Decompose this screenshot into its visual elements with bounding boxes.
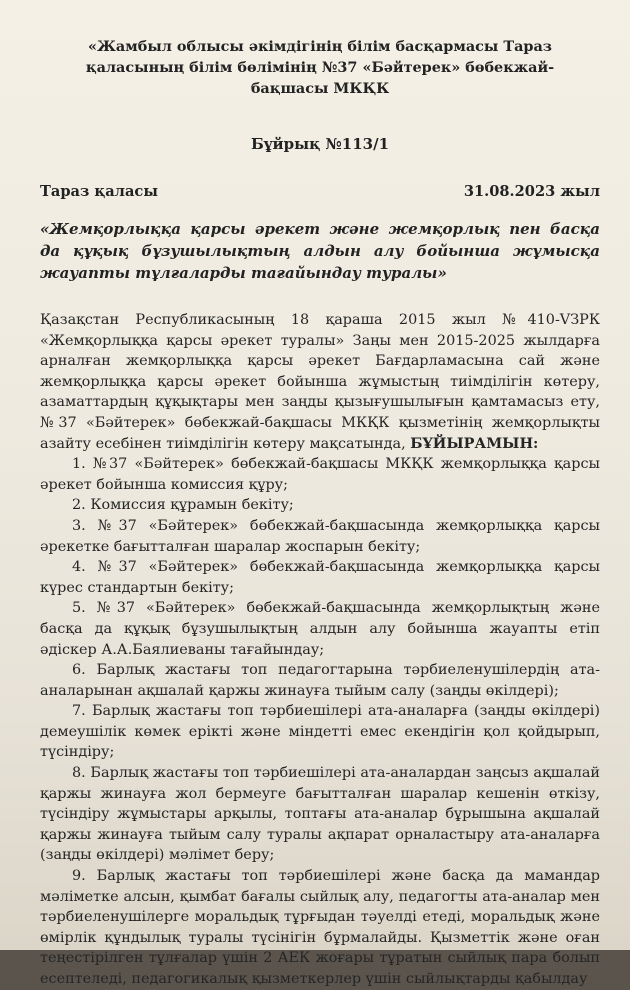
item-text: №37 «Бәйтерек» бөбекжай-бақшасында жемқорлықтың және басқа да құқық бұзушылықтың алдын алу бойынша жауапты етіп әдіскер А.А.Баялиеваны тағайындау;: [40, 600, 600, 658]
list-item: [40, 454, 600, 495]
item-number: 2.: [72, 497, 86, 514]
item-text: Барлық жастағы топ тәрбиешілері ата-аналардан заңсыз ақшалай қаржы жинауға жол бермеуге бағытталған шаралар кешенін өткізу, түсіндіру жұмыстары арқылы, топтағы ата-аналар бұрышына ақшалай қаржы жинауға тыйым салу туралы ақпарат орналастыру ата-аналарға (заңды өкілдері) мәлімет беру;: [40, 765, 601, 864]
list-item: [40, 660, 600, 701]
item-text: №37 «Бәйтерек» бөбекжай-бақшасында жемқорлыққа қарсы әрекетке бағытталған шаралар жоспарын бекіту;: [40, 517, 600, 555]
item-number: 7.: [72, 703, 86, 720]
item-text: Комиссия құрамын бекіту;: [90, 497, 294, 514]
list-item: [40, 516, 600, 557]
item-number: 3.: [72, 517, 86, 534]
city: Тараз қаласы: [40, 183, 158, 200]
list-item: [40, 701, 600, 763]
preamble-text: Қазақстан Республикасының 18 қараша 2015 жыл №410-VЗРК «Жемқорлыққа қарсы әрекет туралы» Заңы мен 2015-2025 жылдарға арналған жемқорлыққа қарсы әрекет Бағдарламасына сай және жемқорлыққа қарсы әрекет бойынша жұмыстың тиімділігін көтеру, азаматтардың құқықтары мен заңды қызығушылығын қамтамасыз ету, №37 «Бәйтерек» бөбекжай-бақшасы МКҚК қызметінің жемқорлықты азайту есебінен тиімділігін көтеру мақсатында,: [40, 312, 600, 452]
item-number: 6.: [72, 662, 86, 679]
order-items: [40, 454, 600, 989]
order-date: 31.08.2023 жыл: [463, 183, 600, 200]
item-text: №37 «Бәйтерек» бөбекжай-бақшасы МКҚК жемқорлыққа қарсы әрекет бойынша комиссия құру;: [40, 456, 600, 493]
preamble-emphasis: БҰЙЫРАМЫН:: [410, 434, 539, 452]
organization-header: «Жамбыл облысы әкімдігінің білім басқармасы Тараз қаласының білім бөлімінің №37 «Бәйтерек» бөбекжай-бақшасы МКҚК: [85, 38, 555, 97]
item-text: Барлық жастағы топ тәрбиешілері ата-аналарға (заңды өкілдері) демеушілік көмек ерікті және міндетті емес екендігін қол қойдырып, түсіндіру;: [40, 703, 601, 761]
list-item: [40, 866, 600, 990]
preamble: [40, 310, 600, 454]
item-number: 5.: [72, 600, 86, 617]
item-text: №37 «Бәйтерек» бөбекжай-бақшасында жемқорлыққа қарсы күрес стандартын бекіту;: [40, 559, 600, 596]
item-number: 1.: [72, 456, 86, 473]
list-item: [40, 598, 600, 660]
list-item: [40, 495, 600, 516]
item-text: Барлық жастағы топ тәрбиешілері және басқа да мамандар мәліметке алсын, қымбат бағалы сыйлық алу, педагогты ата-аналар мен тәрбиеленушілерге моральдық тұрғыдан тәуелді етеді, моральдық және өмірлік құндылық туралы түсінігін бұрмалайды. Қызметтік және оған теңестірілген тұлғалар үшін 2 АЕК жоғары тұратын сыйлық пара болып есептеледі, педагогикалық қызметкерлер үшін сыйлықтарды қабылдау: [40, 868, 600, 987]
item-number: 8.: [72, 765, 86, 782]
place-date-line: [40, 183, 600, 200]
item-text: Барлық жастағы топ педагогтарына тәрбиеленушілердің ата-аналарынан ақшалай қаржы жинауға тыйым салу (заңды өкілдері);: [40, 662, 600, 699]
list-item: [40, 557, 600, 598]
list-item: [40, 763, 600, 866]
order-title: Бұйрық №113/1: [250, 135, 390, 153]
item-number: 4.: [72, 559, 86, 576]
order-body: [40, 310, 600, 990]
item-number: 9.: [72, 868, 86, 885]
order-subject: «Жемқорлыққа қарсы әрекет және жемқорлық пен басқа да құқық бұзушылықтың алдын алу бойынша жұмысқа жауапты тұлғаларды тағайындау туралы»: [40, 220, 600, 282]
